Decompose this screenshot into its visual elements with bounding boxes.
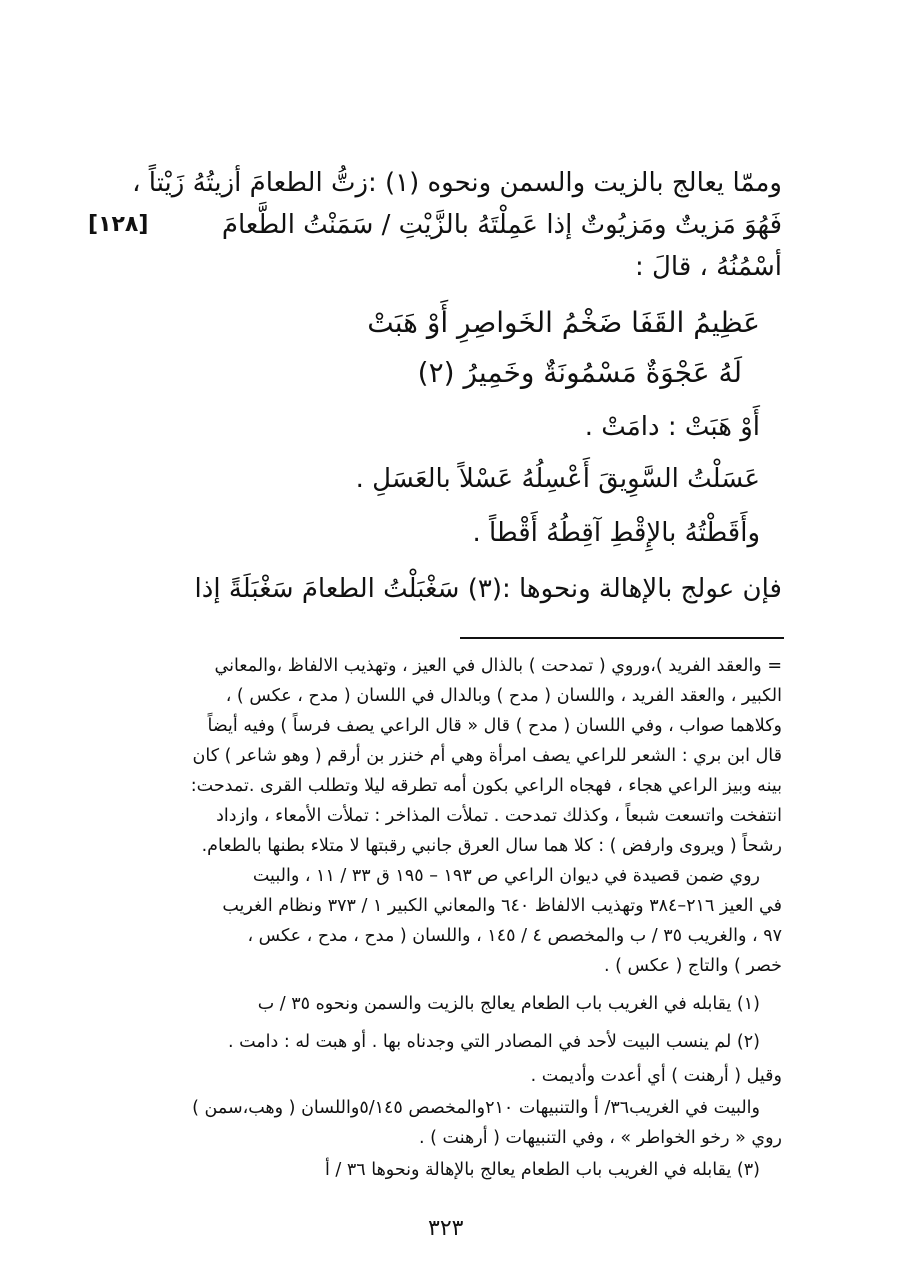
gloss-line-2: عَسَلْتُ السَّوِيقَ أَعْسِلُهُ عَسْلاً بالعَسَلِ . xyxy=(355,464,760,494)
footnote-line-14: وقيل ( أرهنت ) أي أعدت وأديمت . xyxy=(530,1066,782,1086)
gloss-line-4: فإن عولج بالإهالة ونحوها :(٣) سَغْبَلْتُ الطعامَ سَغْبَلَةً إذا xyxy=(194,574,782,604)
footnote-line-16: روي « رخو الخواطر » ، وفي التنبيهات ( أرهنت ) . xyxy=(419,1128,782,1148)
main-line-3: أسْمُنُهُ ، قالَ : xyxy=(634,252,782,282)
footnote-line-11: خصر ) والتاج ( عكس ) . xyxy=(603,956,782,976)
footnote-line-3: وكلاهما صواب ، وفي اللسان ( مدح ) قال « قال الراعي يصف فرساً ) وفيه أيضاً xyxy=(207,716,782,736)
verse-line-1: عَظِيمُ القَفَا ضَخْمُ الخَواصِرِ أَوْ هَبَتْ xyxy=(367,306,760,339)
main-line-1: وممّا يعالج بالزيت والسمن ونحوه (١) :زتُّ الطعامَ أزيتُهُ زَيْتاً ، xyxy=(132,168,782,198)
main-line-2: فَهُوَ مَزيتٌ ومَزيُوتٌ إذا عَمِلْتَهُ بالزَّيْتِ / سَمَنْتُ الطَّعامَ xyxy=(221,210,782,240)
footnote-line-2: الكبير ، والعقد الفريد ، واللسان ( مدح ) وبالدال في اللسان ( مدح ، عكس ) ، xyxy=(225,686,782,706)
footnote-line-1: = والعقد الفريد )،وروي ( تمدحت ) بالذال في العيز ، وتهذيب الالفاظ ،والمعاني xyxy=(214,656,782,676)
footnote-line-7: رشحاً ( ويروى وارفض ) : كلا هما سال العرق جانبي رقبتها لا متلاء بطنها بالطعام. xyxy=(201,836,782,856)
footnote-line-15: والبيت في الغريب٣٦/ أ والتنبيهات ٢١٠والمخصص ٥/١٤٥واللسان ( وهب،سمن ) xyxy=(192,1098,760,1118)
verse-line-2: لَهُ عَجْوَةٌ مَسْمُونَةٌ وخَمِيرُ (٢) xyxy=(417,356,742,389)
footnote-line-5: بينه وبيز الراعي هجاء ، فهجاه الراعي بكون أمه تطرقه ليلا وتطلب القرى .تمدحت: xyxy=(190,776,782,796)
footnote-line-6: انتفخت واتسعت شبعاً ، وكذلك تمدحت . تملأت المذاخر : تملأت الأمعاء ، وازداد xyxy=(216,806,782,826)
footnote-line-12: (١) يقابله في الغريب باب الطعام يعالج بالزيت والسمن ونحوه ٣٥ / ب xyxy=(257,994,760,1014)
footnote-line-4: قال ابن بري : الشعر للراعي يصف امرأة وهي أم خنزر بن أرقم ( وهو شاعر ) كان xyxy=(192,746,782,766)
margin-page-marker: [١٢٨] xyxy=(88,212,149,237)
footnote-line-9: في العيز ٢١٦–٣٨٤ وتهذيب الالفاظ ٦٤٠ والمعاني الكبير ١ / ٣٧٣ ونظام الغريب xyxy=(222,896,782,916)
footnote-line-8: روي ضمن قصيدة في ديوان الراعي ص ١٩٣ – ١٩٥ ق ٣٣ / ١١ ، والبيت xyxy=(252,866,760,886)
gloss-line-1: أَوْ هَبَتْ : دامَتْ . xyxy=(584,412,760,442)
footnote-line-13: (٢) لم ينسب البيت لأحد في المصادر التي وجدناه بها . أو هبت له : دامت . xyxy=(227,1032,760,1052)
page-number: ٣٢٣ xyxy=(428,1216,464,1241)
footnote-line-10: ٩٧ ، والغريب ٣٥ / ب والمخصص ٤ / ١٤٥ ، واللسان ( مدح ، مدح ، عكس ، xyxy=(247,926,782,946)
gloss-line-3: وأَقَطْتُهُ بالإِقْطِ آقِطُهُ أَقْطاً . xyxy=(472,518,760,548)
footnote-separator xyxy=(460,637,784,639)
footnote-line-17: (٣) يقابله في الغريب باب الطعام يعالج بالإهالة ونحوها ٣٦ / أ xyxy=(324,1160,760,1180)
